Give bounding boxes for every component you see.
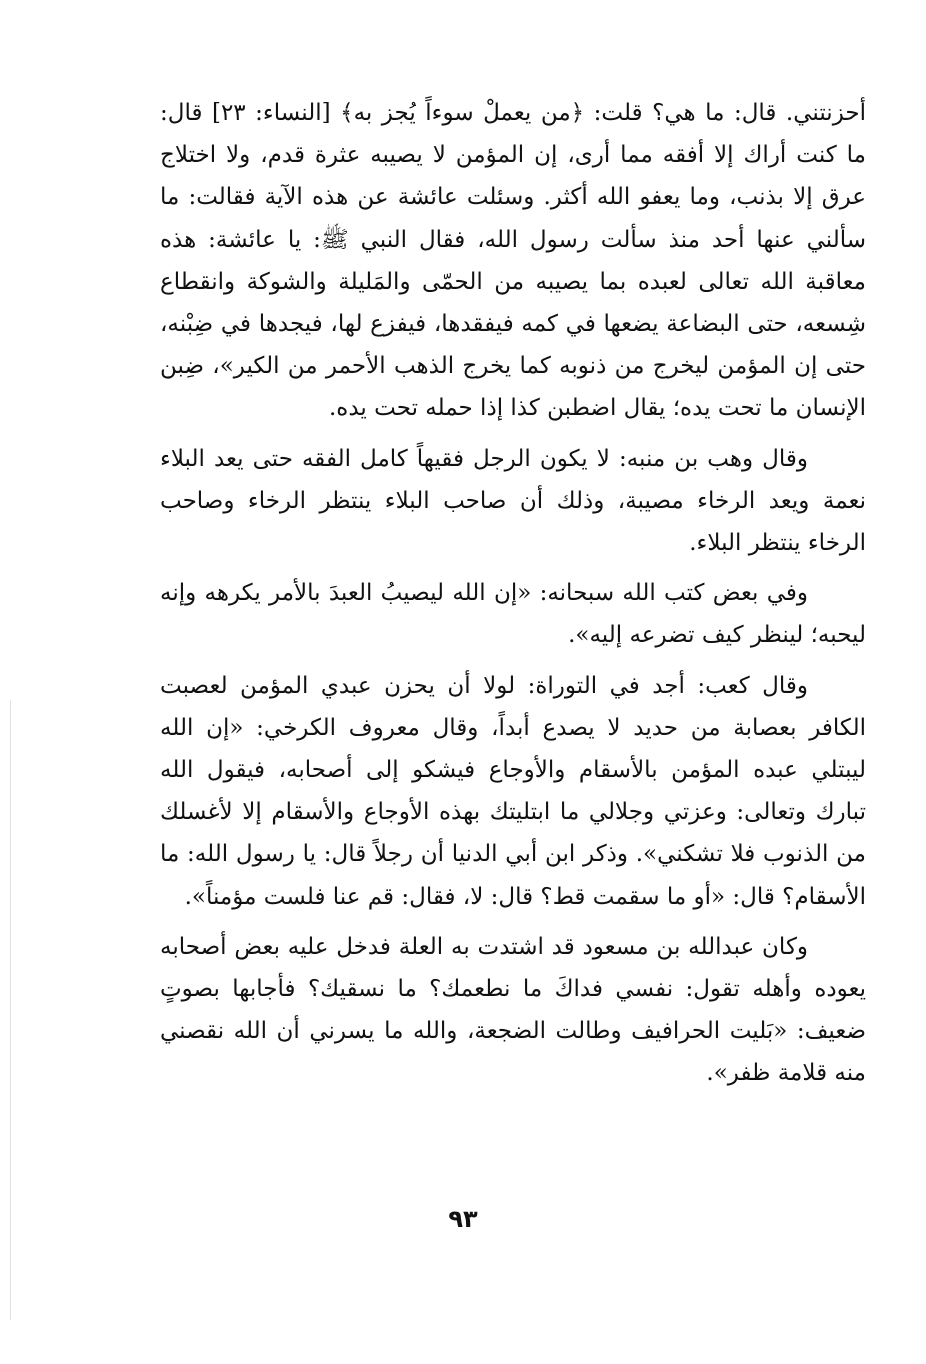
paragraph-3: وفي بعض كتب الله سبحانه: «إن الله ليصيبُ العبدَ بالأمر يكرهه وإنه ليحبه؛ لينظر كيف تضرعه إليه». bbox=[160, 580, 866, 649]
paragraph-5: وكان عبدالله بن مسعود قد اشتدت به العلة فدخل عليه بعض أصحابه يعوده وأهله تقول: نفسي فداكَ ما نطعمك؟ ما نسقيك؟ فأجابها بصوتٍ ضعيف: «بَليت الحرافيف وطالت الضجعة، والله ما يسرني أن الله نقصني منه قلامة ظفر». bbox=[160, 933, 866, 1087]
body-text bbox=[160, 92, 866, 1095]
paragraph-4: وقال كعب: أجد في التوراة: لولا أن يحزن عبدي المؤمن لعصبت الكافر بعصابة من حديد لا يصدع أبداً، وقال معروف الكرخي: «إن الله ليبتلي عبده المؤمن بالأسقام والأوجاع فيشكو إلى أصحابه، فيقول الله تبارك وتعالى: وعزتي وجلالي ما ابتليتك بهذه الأوجاع والأسقام إلا لأغسلك من الذنوب فلا تشكني». وذكر ابن أبي الدنيا أن رجلاً قال: يا رسول الله: ما الأسقام؟ قال: «أو ما سقمت قط؟ قال: لا، فقال: قم عنا فلست مؤمناً». bbox=[160, 672, 866, 910]
paragraph-2: وقال وهب بن منبه: لا يكون الرجل فقيهاً كامل الفقه حتى يعد البلاء نعمة ويعد الرخاء مصيبة، وذلك أن صاحب البلاء ينتظر الرخاء وصاحب الرخاء ينتظر البلاء. bbox=[160, 445, 866, 557]
paragraph-1: أحزنتني. قال: ما هي؟ قلت: ﴿من يعملْ سوءاً يُجز به﴾ [النساء: ٢٣] قال: ما كنت أراك إلا أفقه مما أرى، إن المؤمن لا يصيبه عثرة قدم، ولا اختلاج عرق إلا بذنب، وما يعفو الله أكثر. وسئلت عائشة عن هذه الآية فقالت: ما سألني عنها أحد منذ سألت رسول الله، فقال النبي ﷺ: يا عائشة: هذه معاقبة الله تعالى لعبده بما يصيبه من الحمّى والمَليلة والشوكة وانقطاع شِسعه، حتى البضاعة يضعها في كمه فيفقدها، فيفزع لها، فيجدها في ضِبْنه، حتى إن المؤمن ليخرج من ذنوبه كما يخرج الذهب الأحمر من الكير»، ضِبن الإنسان ما تحت يده؛ يقال اضطبن كذا إذا حمله تحت يده. bbox=[160, 100, 866, 422]
page-number: ٩٣ bbox=[448, 1205, 478, 1233]
